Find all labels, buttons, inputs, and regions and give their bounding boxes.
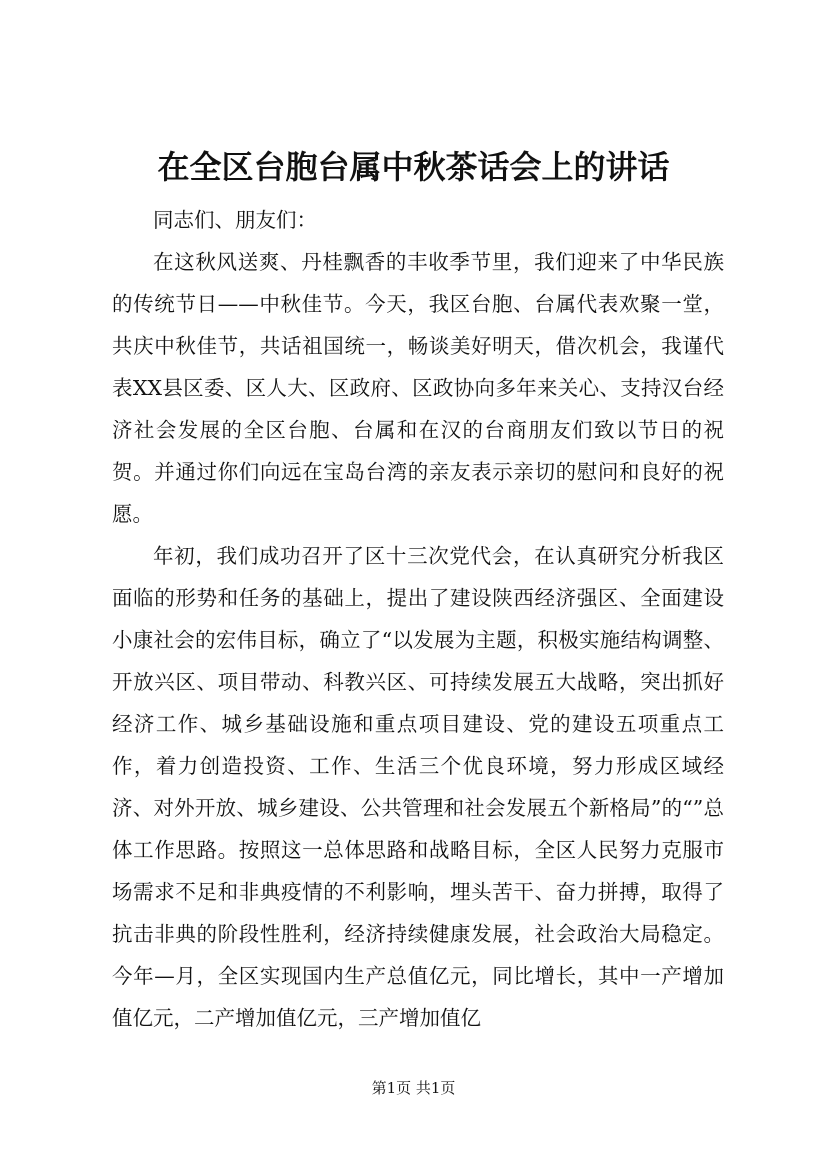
body-paragraph: 在这秋风送爽、丹桂飘香的丰收季节里，我们迎来了中华民族的传统节日——中秋佳节。今天，我区台胞、台属代表欢聚一堂，共庆中秋佳节，共话祖国统一，畅谈美好明天，借次机会，我谨代表XX县区委、区人大、区政府、区政协向多年来关心、支持汉台经济社会发展的全区台胞、台属和在汉的台商朋友们致以节日的祝贺。并通过你们向远在宝岛台湾的亲友表示亲切的慰问和良好的祝愿。 [112, 250, 724, 526]
page-footer: 第1页 共1页 [371, 1079, 456, 1097]
document-body [112, 199, 724, 1039]
body-paragraph: 年初，我们成功召开了区十三次党代会，在认真研究分析我区面临的形势和任务的基础上，提出了建设陕西经济强区、全面建设小康社会的宏伟目标，确立了“以发展为主题，积极实施结构调整、开放兴区、项目带动、科教兴区、可持续发展五大战略，突出抓好经济工作、城乡基础设施和重点项目建设、党的建设五项重点工作，着力创造投资、工作、生活三个优良环境，努力形成区域经济、对外开放、城乡建设、公共管理和社会发展五个新格局”的“”总体工作思路。按照这一总体思路和战略目标，全区人民努力克服市场需求不足和非典疫情的不利影响，埋头苦干、奋力拼搏，取得了抗击非典的阶段性胜利，经济持续健康发展，社会政治大局稳定。今年—月，全区实现国内生产总值亿元，同比增长，其中一产增加值亿元，二产增加值亿元，三产增加值亿 [112, 544, 724, 1030]
salutation-paragraph: 同志们、朋友们： [153, 208, 317, 232]
document-title: 在全区台胞台属中秋茶话会上的讲话 [157, 148, 670, 186]
